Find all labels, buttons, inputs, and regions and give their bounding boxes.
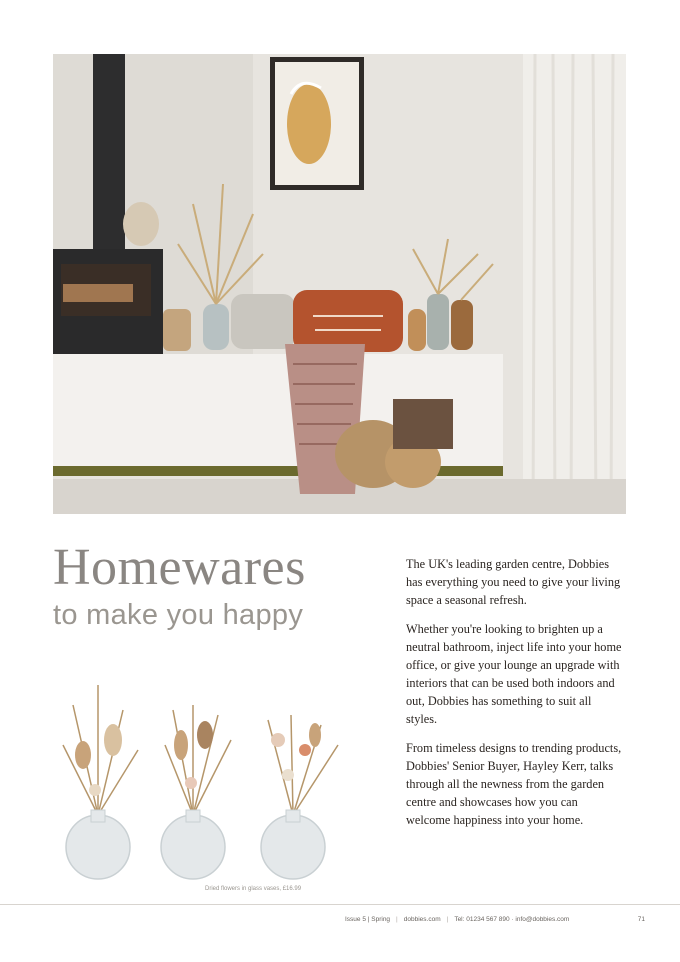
page-number: 71 (637, 915, 645, 923)
body-paragraph: The UK's leading garden centre, Dobbies has everything you need to give your living space a seasonal refresh. (406, 557, 621, 607)
hero-photo (53, 54, 626, 514)
product-photo (53, 665, 353, 895)
article-subtitle: to make you happy (53, 599, 304, 631)
page-footer (345, 913, 645, 925)
living-room-image (53, 54, 626, 514)
footer-separator: | (446, 915, 449, 923)
article-heading (53, 540, 383, 632)
footer-divider (0, 904, 680, 905)
footer-contact: Tel: 01234 567 890 · info@dobbies.com (454, 915, 570, 923)
body-paragraph: From timeless designs to trending products, Dobbies' Senior Buyer, Hayley Kerr, talks through all the newness from the garden centre and showcases how you can welcome happiness into your home. (406, 741, 622, 827)
vase-3 (261, 715, 338, 879)
article-body (406, 555, 624, 840)
dried-flowers-vases-image (53, 665, 353, 895)
footer-separator: | (396, 915, 398, 923)
footer-website-link[interactable]: dobbies.com (403, 915, 441, 923)
body-paragraph: Whether you're looking to brighten up a neutral bathroom, inject life into your home office, or give your lounge an upgrade with interiors that can be used both indoors and out, Dobbies has something to suit all styles. (406, 622, 622, 726)
product-caption: Dried flowers in glass vases, £16.99 (205, 886, 302, 892)
vase-2 (161, 705, 231, 879)
article-title: Homewares (53, 539, 306, 596)
footer-issue: Issue 5 | Spring (345, 915, 391, 923)
vase-1 (63, 685, 138, 879)
